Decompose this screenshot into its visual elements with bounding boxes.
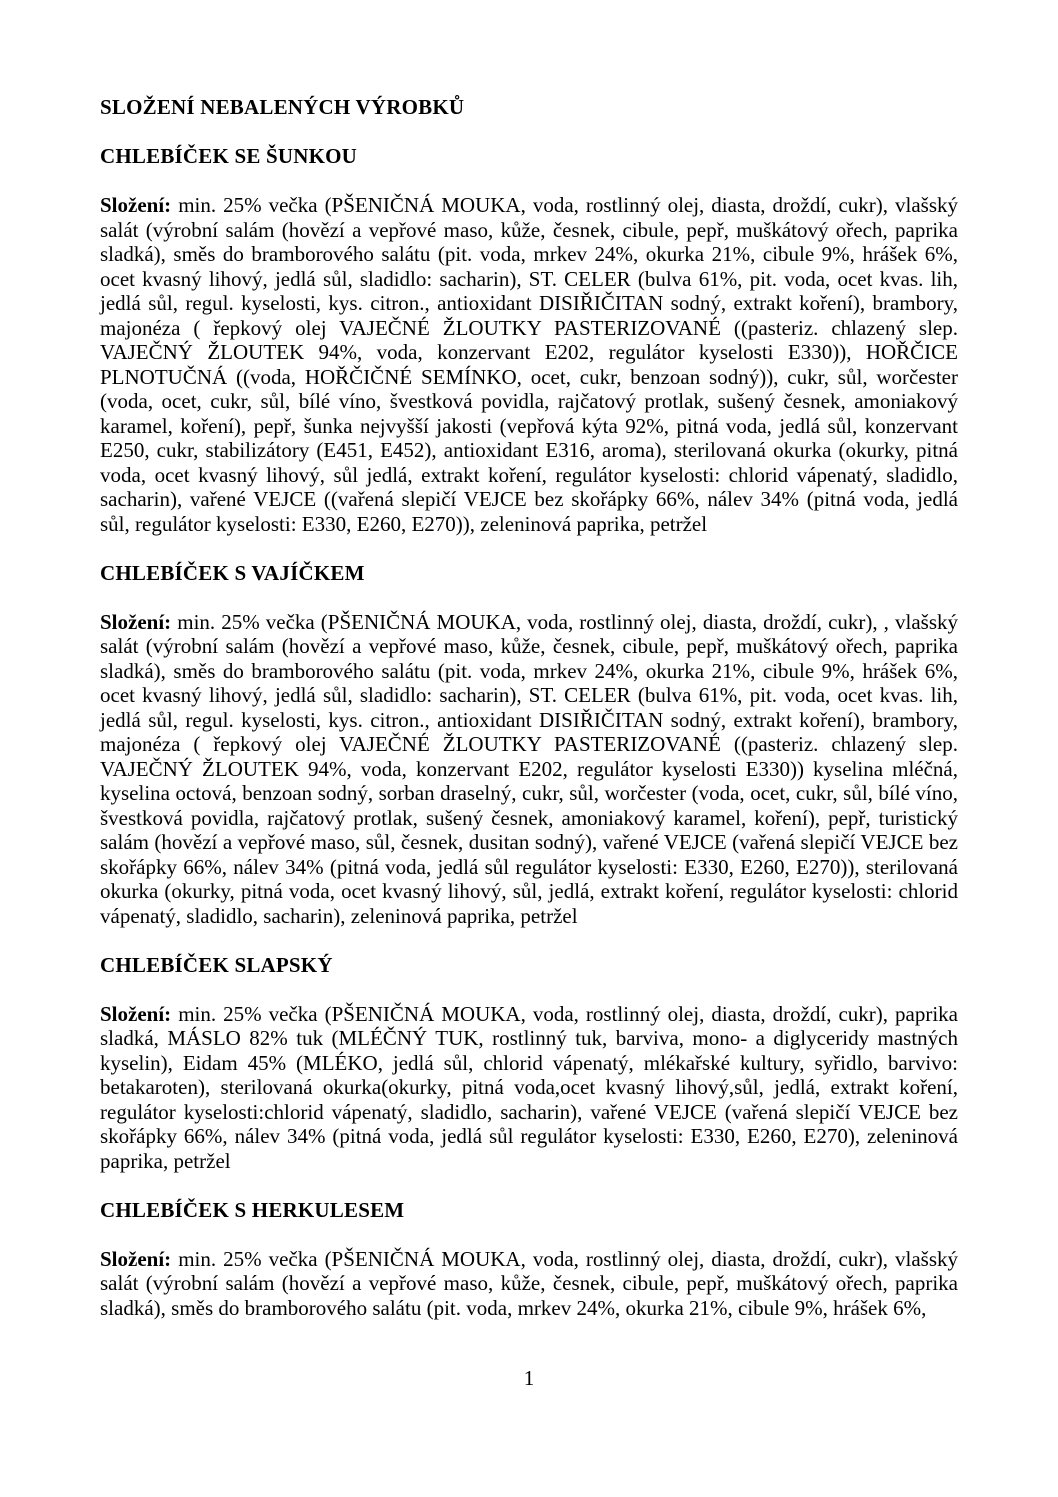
ingredients-label: Složení: — [100, 1246, 172, 1271]
page-number: 1 — [523, 1366, 535, 1390]
document-title: SLOŽENÍ NEBALENÝCH VÝROBKŮ — [100, 95, 465, 119]
section-heading-chlebicek-s-vajickem: CHLEBÍČEK S VAJÍČKEM — [100, 560, 365, 585]
section-heading-chlebicek-se-sunkou: CHLEBÍČEK SE ŠUNKOU — [100, 144, 358, 168]
ingredients-text: min. 25% večka (PŠENIČNÁ MOUKA, voda, rostlinný olej, diasta, droždí, cukr), , vlašský salát (výrobní salám (hovězí a vepřové maso, kůže, česnek, cibule, pepř, muškátový ořech, paprika sladká), směs do bramborového salátu (pit. voda, mrkev 24%, okurka 21%, cibule 9%, hrášek 6%, ocet kvasný lihový, jedlá sůl, sladidlo: sacharin), ST. CELER (bulva 61%, pit. voda, ocet kvas. lih, jedlá sůl, regul. kyselosti, kys. citron., antioxidant DISIŘIČITAN sodný, extrakt koření), brambory, majonéza ( řepkový olej VAJEČNÉ ŽLOUTKY PASTERIZOVANÉ ((pasteriz. chlazený slep. VAJEČNÝ ŽLOUTEK 94%, voda, konzervant E202, regulátor kyselosti E330)) kyselina mléčná, kyselina octová, benzoan sodný, sorban draselný, cukr, sůl, worčester (voda, ocet, cukr, sůl, bílé víno, švestková povidla, rajčatový protlak, sušený česnek, amoniakový karamel, koření), pepř, turistický salám (hovězí a vepřové maso, sůl, česnek, dusitan sodný), vařené VEJCE (vařená slepičí VEJCE bez skořápky 66%, nálev 34% (pitná voda, jedlá sůl regulátor kyselosti: E330, E260, E270)), sterilovaná okurka (okurky, pitná voda, ocet kvasný lihový, sůl, jedlá, extrakt koření, regulátor kyselosti: chlorid vápenatý, sladidlo, sacharin), zeleninová paprika, petržel — [100, 609, 958, 928]
section-paragraph-chlebicek-se-sunkou — [100, 193, 958, 536]
ingredients-text: min. 25% večka (PŠENIČNÁ MOUKA, voda, rostlinný olej, diasta, droždí, cukr), vlašský salát (výrobní salám (hovězí a vepřové maso, kůže, česnek, cibule, pepř, muškátový ořech, paprika sladká), směs do bramborového salátu (pit. voda, mrkev 24%, okurka 21%, cibule 9%, hrášek 6%, — [100, 1246, 959, 1320]
section-paragraph-chlebicek-slapsky — [100, 1002, 958, 1174]
ingredients-text: min. 25% večka (PŠENIČNÁ MOUKA, voda, rostlinný olej, diasta, droždí, cukr), paprika sladká, MÁSLO 82% tuk (MLÉČNÝ TUK, rostlinný tuk, barviva, mono- a diglyceridy mastných kyselin), Eidam 45% (MLÉKO, jedlá sůl, chlorid vápenatý, mlékařské kultury, syřidlo, barvivo: betakaroten), sterilovaná okurka(okurky, pitná voda,ocet kvasný lihový,sůl, jedlá, extrakt koření, regulátor kyselosti:chlorid vápenatý, sladidlo, sacharin), vařené VEJCE (vařená slepičí VEJCE bez skořápky 66%, nálev 34% (pitná voda, jedlá sůl regulátor kyselosti: E330, E260, E270), zeleninová paprika, petržel — [100, 1001, 959, 1173]
ingredients-label: Složení: — [100, 193, 172, 217]
section-heading-chlebicek-s-herkulesem: CHLEBÍČEK S HERKULESEM — [100, 1197, 405, 1222]
section-heading-chlebicek-slapsky: CHLEBÍČEK SLAPSKÝ — [100, 952, 333, 977]
section-paragraph-chlebicek-s-vajickem — [100, 610, 958, 929]
ingredients-label: Složení: — [100, 1001, 172, 1026]
ingredients-label: Složení: — [100, 609, 172, 634]
section-paragraph-chlebicek-s-herkulesem — [100, 1247, 958, 1321]
ingredients-text: min. 25% večka (PŠENIČNÁ MOUKA, voda, rostlinný olej, diasta, droždí, cukr), vlašský salát (výrobní salám (hovězí a vepřové maso, kůže, česnek, cibule, pepř, muškátový ořech, paprika sladká), směs do bramborového salátu (pit. voda, mrkev 24%, okurka 21%, cibule 9%, hrášek 6%, ocet kvasný lihový, jedlá sůl, sladidlo: sacharin), ST. CELER (bulva 61%, pit. voda, ocet kvas. lih, jedlá sůl, regul. kyselosti, kys. citron., antioxidant DISIŘIČITAN sodný, extrakt koření), brambory, majonéza ( řepkový olej VAJEČNÉ ŽLOUTKY PASTERIZOVANÉ ((pasteriz. chlazený slep. VAJEČNÝ ŽLOUTEK 94%, voda, konzervant E202, regulátor kyselosti E330)), HOŘČICE PLNOTUČNÁ ((voda, HOŘČIČNÉ SEMÍNKO, ocet, cukr, benzoan sodný)), cukr, sůl, worčester (voda, ocet, cukr, sůl, bílé víno, švestková povidla, rajčatový protlak, sušený česnek, amoniakový karamel, koření), pepř, šunka nejvyšší jakosti (vepřová kýta 92%, pitná voda, jedlá sůl, konzervant E250, cukr, stabilizátory (E451, E452), antioxidant E316, aroma), sterilovaná okurka (okurky, pitná voda, ocet kvasný lihový, sůl jedlá, extrakt koření, regulátor kyselosti: chlorid vápenatý, sladidlo, sacharin), vařené VEJCE ((vařená slepičí VEJCE bez skořápky 66%, nálev 34% (pitná voda, jedlá sůl, regulátor kyselosti: E330, E260, E270)), zeleninová paprika, petržel — [100, 193, 959, 536]
